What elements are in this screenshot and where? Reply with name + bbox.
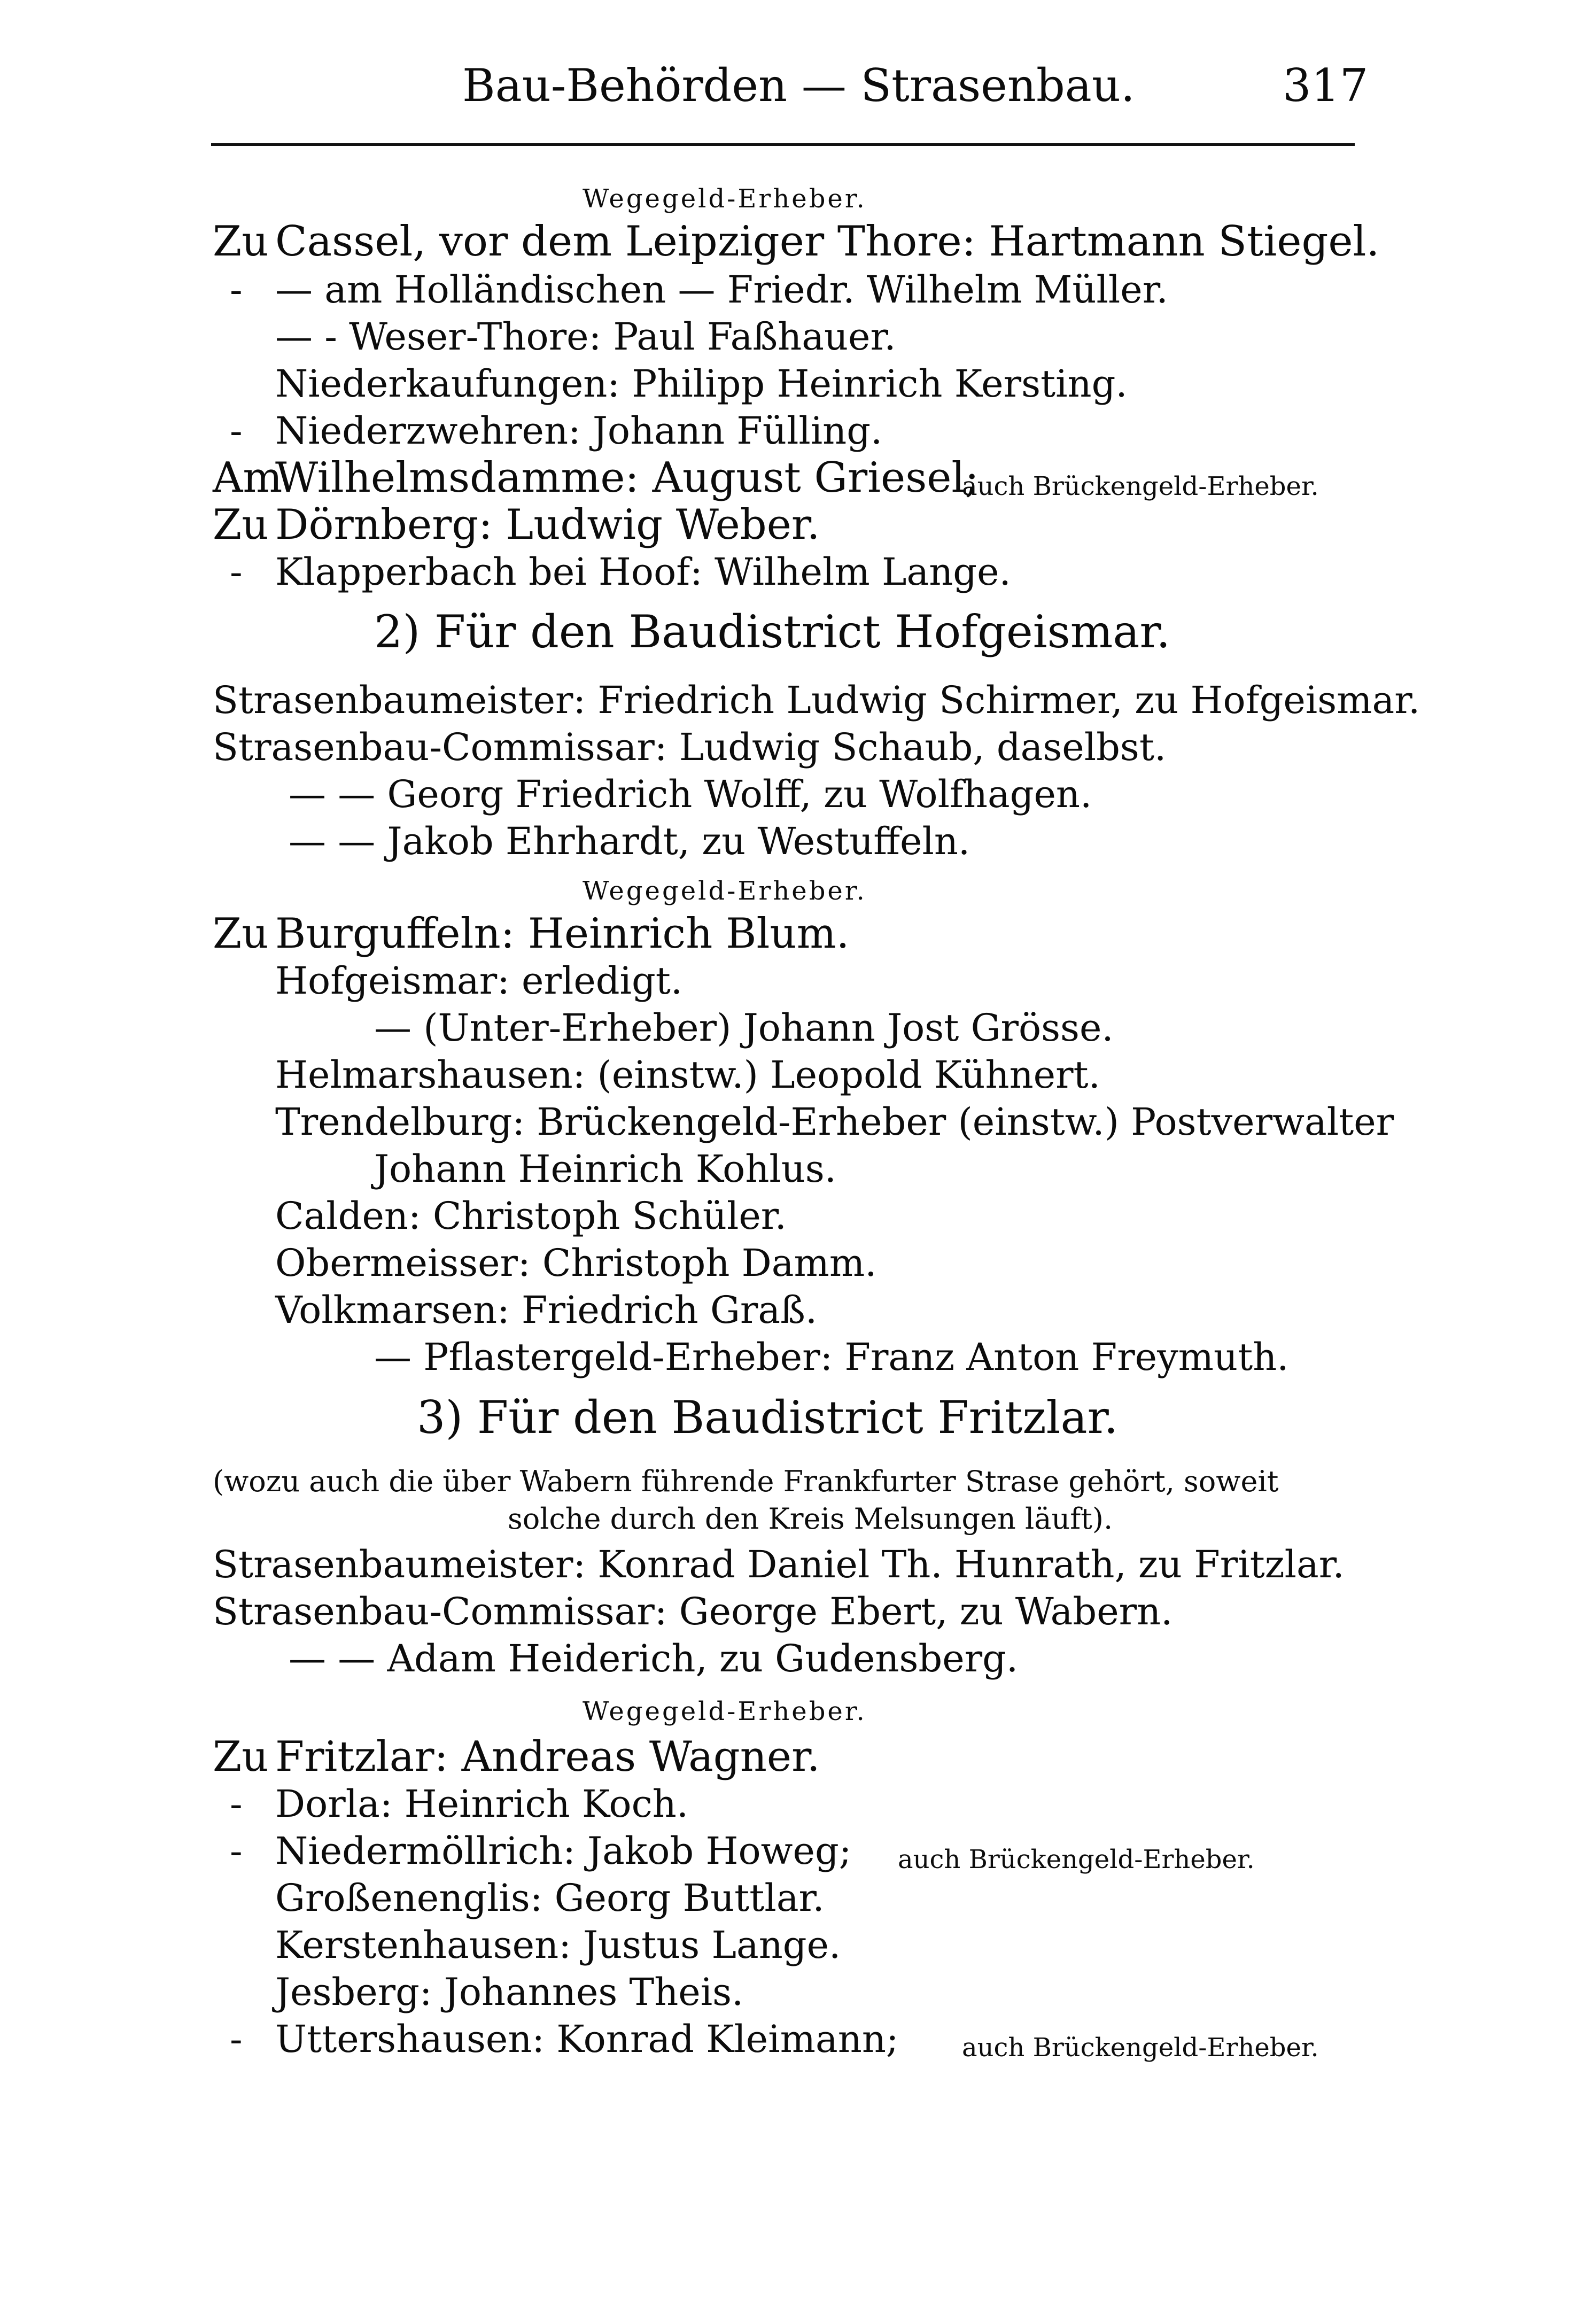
list-item: Cassel, vor dem Leipziger Thore: Hartmann Stiegel. — [275, 218, 1380, 266]
list-item: Helmarshausen: (einstw.) Leopold Kühnert. — [275, 1053, 1100, 1097]
line-mark: - — [230, 2017, 243, 2061]
official-line: Strasenbaumeister: Friedrich Ludwig Schirmer, zu Hofgeismar. — [213, 678, 1420, 722]
official-line: — — Georg Friedrich Wolff, zu Wolfhagen. — [289, 772, 1092, 816]
official-line: Strasenbau-Commissar: George Ebert, zu Wabern. — [213, 1590, 1173, 1633]
list-item: — am Holländischen — Friedr. Wilhelm Müller. — [275, 268, 1168, 312]
list-item: Fritzlar: Andreas Wagner. — [275, 1733, 820, 1781]
list-item: Niedermöllrich: Jakob Howeg; — [275, 1829, 852, 1873]
list-item-note: auch Brückengeld-Erheber. — [898, 1845, 1255, 1874]
list-item-note: auch Brückengeld-Erheber. — [962, 2033, 1319, 2063]
line-mark: Zu — [213, 910, 269, 958]
subheading-wegegeld-2: Wegegeld-Erheber. — [583, 876, 867, 906]
line-mark: - — [230, 409, 243, 453]
list-item: — - Weser-Thore: Paul Faßhauer. — [275, 315, 896, 359]
official-line: — — Adam Heiderich, zu Gudensberg. — [289, 1637, 1019, 1680]
district-heading-hofgeismar: 2) Für den Baudistrict Hofgeismar. — [374, 606, 1171, 658]
list-item: Dorla: Heinrich Koch. — [275, 1782, 689, 1826]
line-mark: Am — [213, 454, 283, 502]
list-item: Uttershausen: Konrad Kleimann; — [275, 2017, 899, 2061]
list-item: Niederkaufungen: Philipp Heinrich Kersting. — [275, 362, 1128, 406]
line-mark: - — [230, 1782, 243, 1826]
list-item: Wilhelmsdamme: August Griesel; — [275, 454, 979, 502]
list-item: Dörnberg: Ludwig Weber. — [275, 501, 820, 549]
list-item: Großenenglis: Georg Buttlar. — [275, 1876, 825, 1920]
line-mark: Zu — [213, 1733, 269, 1781]
list-item: — (Unter-Erheber) Johann Jost Grösse. — [374, 1006, 1114, 1050]
list-item: Volkmarsen: Friedrich Graß. — [275, 1288, 818, 1332]
line-mark: - — [230, 1829, 243, 1873]
page-number: 317 — [1283, 59, 1369, 112]
header-rule — [211, 143, 1355, 146]
district-note-line: solche durch den Kreis Melsungen läuft). — [508, 1502, 1113, 1536]
district-note-line: (wozu auch die über Wabern führende Frankfurter Strase gehört, soweit — [213, 1465, 1279, 1498]
official-line: — — Jakob Ehrhardt, zu Westuffeln. — [289, 819, 970, 863]
subheading-wegegeld-3: Wegegeld-Erheber. — [583, 1696, 867, 1726]
line-mark: - — [230, 550, 243, 594]
list-item: Calden: Christoph Schüler. — [275, 1194, 787, 1238]
list-item: Niederzwehren: Johann Fülling. — [275, 409, 883, 453]
line-mark: Zu — [213, 501, 269, 549]
list-item: Burguffeln: Heinrich Blum. — [275, 910, 850, 958]
official-line: Strasenbau-Commissar: Ludwig Schaub, daselbst. — [213, 725, 1167, 769]
list-item: Hofgeismar: erledigt. — [275, 959, 683, 1003]
list-item: Kerstenhausen: Justus Lange. — [275, 1923, 841, 1967]
official-line: Strasenbaumeister: Konrad Daniel Th. Hunrath, zu Fritzlar. — [213, 1543, 1345, 1586]
list-item: Obermeisser: Christoph Damm. — [275, 1241, 877, 1285]
running-title: Bau-Behörden — Strasenbau. — [462, 59, 1135, 112]
line-mark: Zu — [213, 218, 269, 266]
list-item: Klapperbach bei Hoof: Wilhelm Lange. — [275, 550, 1011, 594]
list-item: Johann Heinrich Kohlus. — [374, 1147, 837, 1191]
list-item-note: auch Brückengeld-Erheber. — [962, 471, 1319, 501]
list-item: — Pflastergeld-Erheber: Franz Anton Freymuth. — [374, 1335, 1289, 1379]
district-heading-fritzlar: 3) Für den Baudistrict Fritzlar. — [417, 1391, 1119, 1444]
line-mark: - — [230, 268, 243, 312]
subheading-wegegeld-1: Wegegeld-Erheber. — [583, 184, 867, 214]
list-item: Jesberg: Johannes Theis. — [275, 1970, 744, 2014]
list-item: Trendelburg: Brückengeld-Erheber (einstw.) Postverwalter — [275, 1100, 1394, 1144]
